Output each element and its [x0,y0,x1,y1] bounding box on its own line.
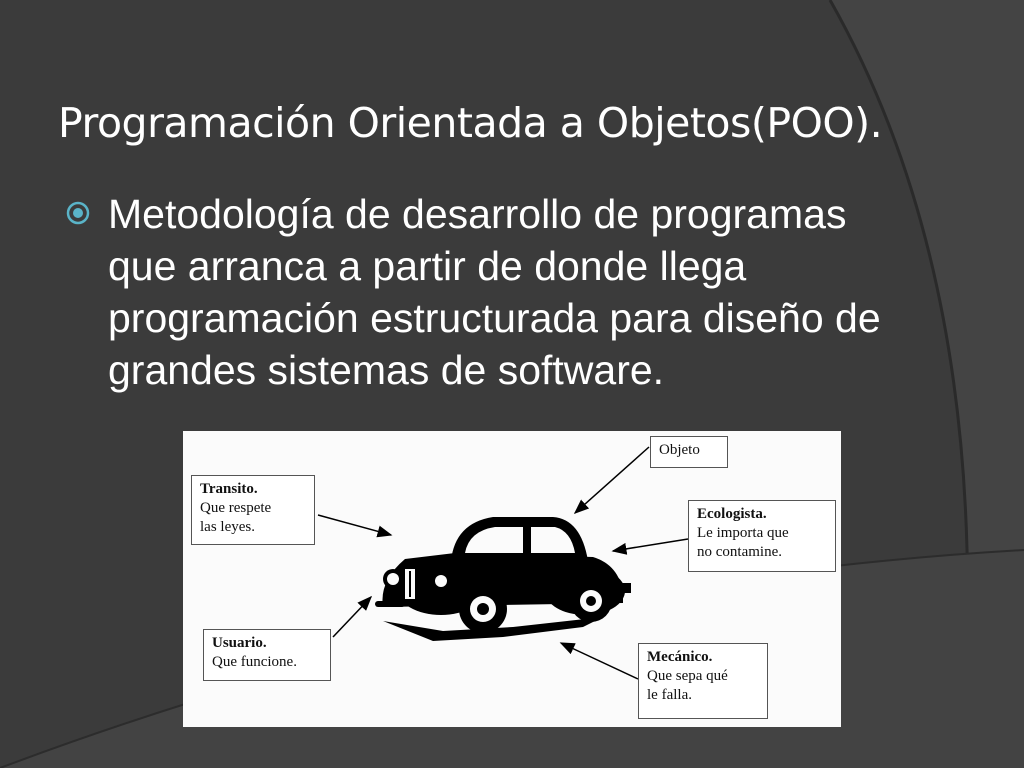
label-transito [191,475,315,545]
label-mecanico [638,643,768,719]
label-transito-line: las leyes. [200,519,255,535]
label-usuario-line: Que funcione. [212,654,297,670]
label-usuario-title: Usuario. [212,635,267,651]
vintage-car-icon [375,517,631,641]
bullet-text: Metodología de desarrollo de programas que arranca a partir de donde llega programación estructurada para diseño de grandes sistemas de software. [108,191,881,393]
label-ecologista [688,500,836,572]
label-objeto [650,436,728,468]
label-objeto-text: Objeto [659,442,700,458]
label-transito-title: Transito. [200,481,258,497]
circle-bullet-icon [66,201,90,225]
label-ecologista-line: Le importa que [697,525,789,541]
label-usuario [203,629,331,681]
label-ecologista-title: Ecologista. [697,506,767,522]
label-transito-line: Que respete [200,500,272,516]
label-mecanico-line: Que sepa qué [647,668,728,684]
label-mecanico-line: le falla. [647,687,692,703]
slide-title: Programación Orientada a Objetos(POO). [58,99,883,148]
label-ecologista-line: no contamine. [697,544,782,560]
object-diagram [183,431,841,727]
label-mecanico-title: Mecánico. [647,649,713,665]
